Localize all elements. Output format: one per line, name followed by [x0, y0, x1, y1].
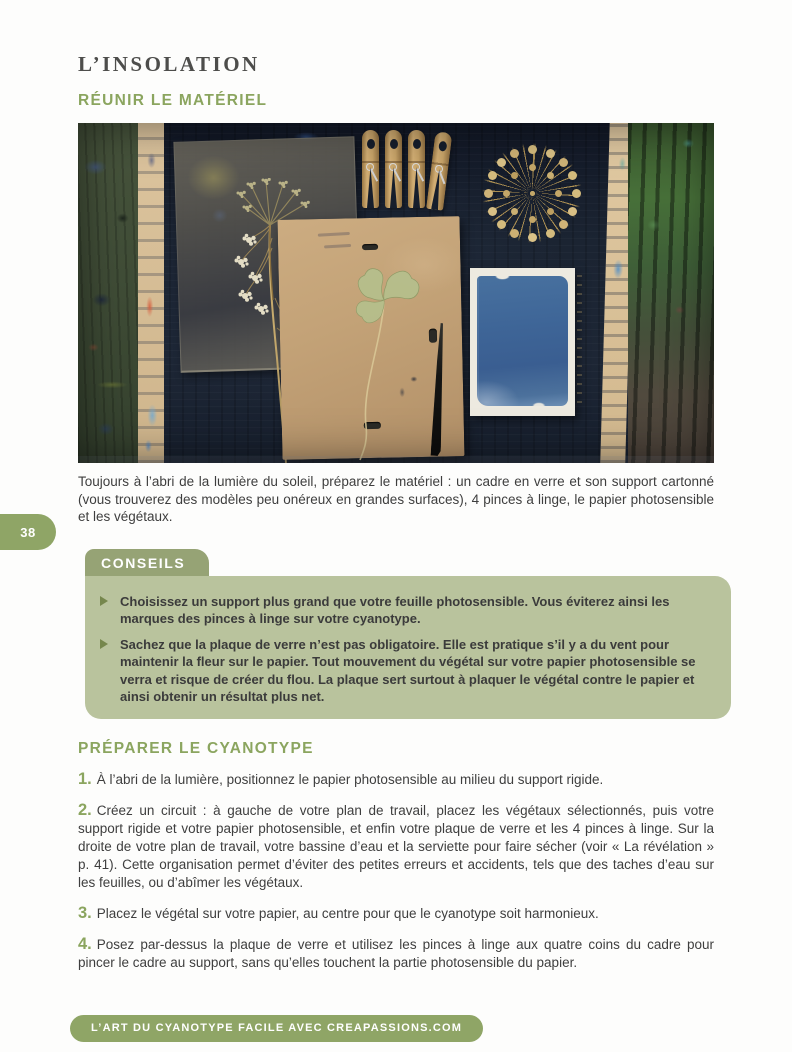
pin-spring	[412, 163, 420, 171]
page-content	[0, 52, 792, 972]
step-number: 3.	[78, 903, 92, 922]
clothespin-3	[408, 130, 425, 208]
paint-speckles	[577, 273, 582, 403]
board-slot-right	[429, 329, 437, 343]
advice-text: Choisissez un support plus grand que votre feuille photosensible. Vous éviterez ainsi les marques des pinces à linge sur votre cyanotype.	[120, 593, 670, 626]
page-title: L’INSOLATION	[78, 52, 260, 76]
pin-spring	[366, 163, 374, 171]
clothespin-2	[385, 130, 402, 208]
bullet-triangle-icon	[100, 596, 108, 606]
cyanotype-blue-wash	[477, 276, 568, 406]
bullet-triangle-icon	[100, 639, 108, 649]
painted-wood-right-band	[628, 123, 714, 463]
clothespin-1	[362, 130, 379, 208]
step-text: Créez un circuit : à gauche de votre plan de travail, placez les végétaux sélectionnés, puis votre support rigide et votre papier photosensible, et enfin votre plaque de verre et les 4 pinces à linge. Sur la droite de votre plan de travail, votre bassine d’eau et la serviette pour faire sécher (voir « La révélation » p. 41). Cette organisation permet d’éviter des petites erreurs et accidents, tels que des taches d’eau sur les feuilles, ou d’abîmer les végétaux.	[78, 802, 714, 890]
clothespin-4	[426, 131, 452, 210]
step-number: 4.	[78, 934, 92, 953]
intro-paragraph: Toujours à l’abri de la lumière du soleil, préparez le matériel : un cadre en verre et son support cartonné (vous trouverez des modèles peu onéreux en grandes surfaces), 4 pinces à linge, le papier photosensible et les végétaux.	[78, 474, 714, 524]
step-3	[78, 904, 714, 923]
clothespins-row	[362, 130, 448, 208]
step-2	[78, 801, 714, 892]
section-heading-reunir-le-materiel: RÉUNIR LE MATÉRIEL	[78, 92, 268, 109]
advice-item	[99, 593, 709, 628]
materials-photo	[78, 123, 714, 463]
conseils-box	[85, 549, 731, 719]
pin-spring	[435, 164, 444, 173]
step-1	[78, 770, 714, 789]
step-number: 1.	[78, 769, 92, 788]
painted-wood-left-band	[78, 123, 140, 463]
step-number: 2.	[78, 800, 92, 819]
pin-spring	[389, 163, 397, 171]
footer-text: L’ART DU CYANOTYPE FACILE AVEC CREAPASSIONS.COM	[91, 1022, 463, 1034]
cyanotype-print-paper	[470, 268, 575, 416]
pencil-mark	[318, 232, 350, 236]
step-text: À l’abri de la lumière, positionnez le papier photosensible au milieu du support rigide.	[96, 771, 604, 787]
page-number-tab	[0, 514, 56, 550]
advice-item	[99, 636, 709, 706]
board-slot-top	[362, 244, 378, 250]
step-text: Placez le végétal sur votre papier, au centre pour que le cyanotype soit harmonieux.	[96, 905, 599, 921]
step-4	[78, 935, 714, 972]
page-number: 38	[20, 524, 36, 540]
pencil-mark	[324, 244, 351, 248]
step-text: Posez par-dessus la plaque de verre et utilisez les pinces à linge aux quatre coins du cadre pour pincer le cadre au support, sans qu’elles touchent la partie photosensible du papier.	[78, 936, 714, 970]
tan-paint-stripe-left	[138, 123, 164, 463]
section-heading-preparer-le-cyanotype: PRÉPARER LE CYANOTYPE	[78, 739, 314, 757]
advice-text: Sachez que la plaque de verre n’est pas obligatoire. Elle est pratique s’il y a du vent pour maintenir la fleur sur le papier. Tout mouvement du végétal sur votre papier photosensible se verra et risque de créer du flou. La plaque sert surtout à plaquer le végétal contre le papier et ainsi obtenir un résultat plus net.	[120, 636, 696, 704]
umbel-florets-inner	[530, 191, 535, 196]
pressed-clover-leaf	[340, 258, 420, 463]
footer-banner	[70, 1015, 483, 1042]
conseils-body	[85, 576, 731, 719]
conseils-tab-label: CONSEILS	[85, 549, 209, 576]
